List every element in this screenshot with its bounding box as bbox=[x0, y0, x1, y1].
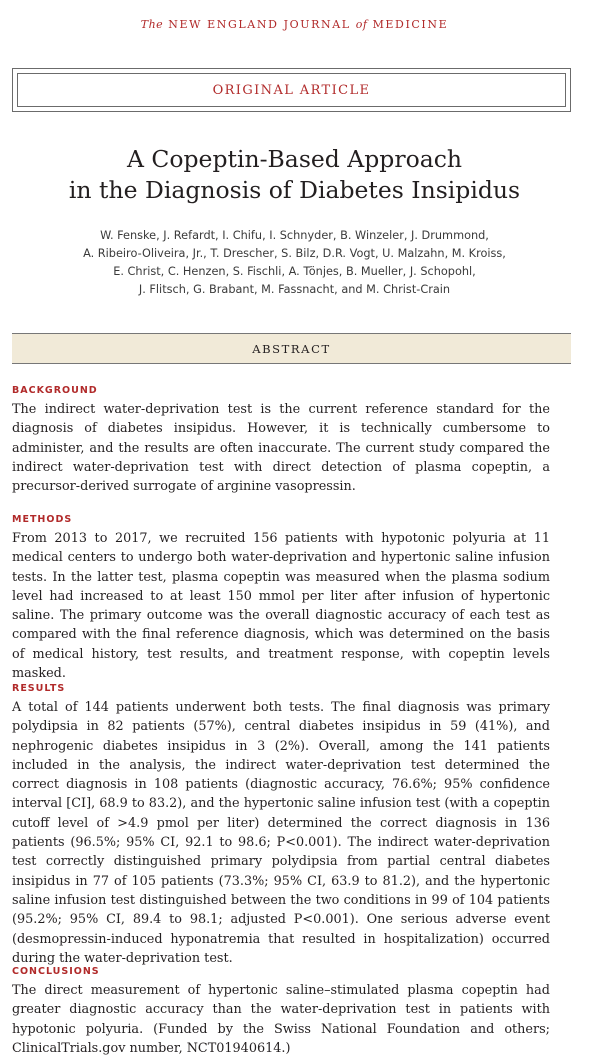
journal-name-medicine: MEDICINE bbox=[372, 18, 449, 31]
abstract-label: ABSTRACT bbox=[252, 341, 331, 356]
journal-name-main: NEW ENGLAND JOURNAL bbox=[168, 18, 351, 31]
conclusions-text: The direct measurement of hypertonic saline–stimulated plasma copeptin had greater diagnostic accuracy than the water-deprivation test in patients with hypotonic polyuria. (Funded by the Swiss National Foundation and others; ClinicalTrials.gov number, NCT01940614.) bbox=[12, 983, 550, 1056]
article-type-box-inner bbox=[17, 73, 566, 107]
background-text: The indirect water-deprivation test is the current reference standard for the diagnosis of diabetes insipidus. However, it is technically cumbersome to administer, and the results are often inaccurate. The current study compared the indirect water-deprivation test with direct detection of plasma copeptin, a precursor-derived surrogate of arginine vasopressin. bbox=[12, 402, 550, 495]
author-line: A. Ribeiro-Oliveira, Jr., T. Drescher, S. Bilz, D.R. Vogt, U. Malzahn, M. Kroiss, bbox=[83, 247, 506, 260]
title-line-2: in the Diagnosis of Diabetes Insipidus bbox=[68, 176, 521, 204]
article-type-label: ORIGINAL ARTICLE bbox=[212, 82, 371, 98]
author-list bbox=[0, 227, 589, 299]
author-line: E. Christ, C. Henzen, S. Fischli, A. Tönjes, B. Mueller, J. Schopohl, bbox=[113, 265, 476, 278]
methods-text: From 2013 to 2017, we recruited 156 patients with hypotonic polyuria at 11 medical centers to undergo both water-deprivation and hypertonic saline infusion tests. In the latter test, plasma copeptin was measured when the plasma sodium level had increased to at least 150 mmol per liter after infusion of hypertonic saline. The primary outcome was the overall diagnostic accuracy of each test as compared with the final reference diagnosis, which was determined on the basis of medical history, test results, and treatment response, with copeptin levels masked. bbox=[12, 531, 550, 682]
article-title bbox=[0, 144, 589, 206]
author-line: J. Flitsch, G. Brabant, M. Fassnacht, and M. Christ-Crain bbox=[138, 283, 451, 296]
title-line-1: A Copeptin-Based Approach bbox=[126, 145, 463, 173]
abstract-header-band bbox=[12, 333, 571, 364]
journal-name-of: of bbox=[355, 18, 368, 31]
journal-name-the: The bbox=[140, 18, 164, 31]
results-heading: RESULTS bbox=[12, 683, 66, 694]
background-heading: BACKGROUND bbox=[12, 385, 98, 396]
article-type-box bbox=[12, 68, 571, 112]
conclusions-heading: CONCLUSIONS bbox=[12, 966, 100, 977]
methods-heading: METHODS bbox=[12, 514, 73, 525]
journal-masthead bbox=[0, 18, 589, 31]
results-text: A total of 144 patients underwent both tests. The final diagnosis was primary polydipsia in 82 patients (57%), central diabetes insipidus in 59 (41%), and nephrogenic diabetes insipidus in 3 (2%). Overall, among the 141 patients included in the analysis, the indirect water-deprivation test determined the correct diagnosis in 108 patients (diagnostic accuracy, 76.6%; 95% confidence interval [CI], 68.9 to 83.2), and the hypertonic saline infusion test (with a copeptin cutoff level of >4.9 pmol per liter) determined the correct diagnosis in 136 patients (96.5%; 95% CI, 92.1 to 98.6; P<0.001). The indirect water-deprivation test correctly distinguished primary polydipsia from partial central diabetes insipidus in 77 of 105 patients (73.3%; 95% CI, 63.9 to 81.2), and the hypertonic saline infusion test distinguished between the two conditions in 99 of 104 patients (95.2%; 95% CI, 89.4 to 98.1; adjusted P<0.001). One serious adverse event (desmopressin-induced hyponatremia that resulted in hospitalization) occurred during the water-deprivation test. bbox=[12, 700, 550, 966]
author-line: W. Fenske, J. Refardt, I. Chifu, I. Schnyder, B. Winzeler, J. Drummond, bbox=[100, 229, 489, 242]
